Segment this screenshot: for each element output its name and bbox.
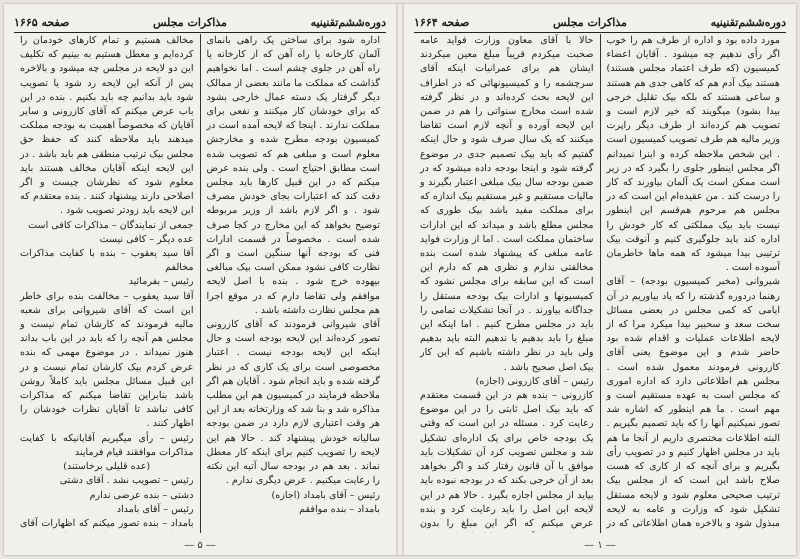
page-1664 (404, 4, 796, 555)
text-column-right (601, 34, 787, 533)
column-divider (600, 34, 601, 533)
paragraph: مخالف هستیم و تمام کارهای خودمان را کرده‌ایم و معطل هستیم به بینیم که تکلیف این دو لایحه در مجلس چه میشود و بالاخره پس از آنکه این لایحه رد شود یا تصویب شود باید بدانیم چه باید بکنیم . بنده در این باب عرض میکنم که آقای کازرونی و سایر آقایان که مخصوصاً اهمیت به بودجه مملکت میدهند باید ملاحظه کنند که حفظ حق مجلس بیک ترتیب منطقی هم باید باشد . در این لایحه اینکه آقایان مخالف هستند باید معلوم شود که نظرشان چیست و اگر اصلاحی دارند پیشنهاد کنند . بنده معتقدم که این لایحه باید زودتر تصویب شود . (20, 35, 194, 217)
text-column-left (14, 34, 200, 533)
page-number: صفحه ۱۶۶۵ (14, 15, 70, 29)
page-number: صفحه ۱۶۶۴ (414, 15, 470, 29)
paragraph: رئیس – تصویب نشد . آقای دشتی (59, 475, 194, 487)
paragraph: مورد داده بود و اداره از طرف هم را خوب اگر رأی ندهیم چه میشود . آقایان اعضاء کمیسیون (که طرف اعتماد مجلس هستند) هستند بیک آدم هم که کاهی جدی هم هستند و ساعی هستند که بلکه بیک تقلیل خرجی بیدا بشود) میگویند که خیر لازم است و تصویب هم کرده‌اند از طرف دیگر راپرت وزیر مالیه هم طرف تصویب کمیسیون است . این شخص ملاحظه کرده و اینرا نمیدانم اگر مجلس اینطور جلوی را بگیرد که در زیر است ممکن است یک آلمان بیاورند که کار را درست کند . من عقیده‌ام این است که در مجلس هم مرحوم هم‌قسم این اینطور نیست باید بیک مملکتی که کار خودش را اداره کند باید جلوگیری کنیم و آنوقت بیک ترتیبی بیدا میشود که همه ماها خاطرمان آسوده است . (606, 35, 780, 274)
paragraph: دشتی – بنده عرضی ندارم (89, 489, 194, 501)
paragraph: آقا سید یعقوب – مخالفت بنده برای خاطر این است که آقای شیروانی برای شعبه مالیه فرمودند که کارشان تمام نیست و مجلس هم آنچه را که باید در این باب بداند هنوز نمیداند . در موضوع مهمی که بنده عرض کردم بیک کارشان تمام نیست و در این قبیل مسائل مجلس باید کاملاً روشن باشد بنابراین تقاضا میکنم که مذاکرات کافی نباشد تا آقایان نظرات خودشان را اظهار کنند . (20, 290, 194, 430)
book-spread (4, 4, 796, 555)
text-columns (414, 34, 786, 533)
paragraph: بامداد – بنده تصور میکنم که اظهارات آقای (20, 517, 194, 529)
session-label: دوره‌ششم‌تقنینیه (310, 15, 386, 29)
paragraph: آقا سید یعقوب – بنده با کفایت مذاکرات مخالفم (20, 248, 194, 274)
journal-title: مذاکرات مجلس (153, 15, 227, 29)
journal-title: مذاکرات مجلس (553, 15, 627, 29)
page-header (414, 14, 786, 33)
page-header (14, 14, 386, 33)
paragraph: (عده قلیلی برخاستند) (63, 461, 151, 473)
paragraph: رئیس – آقای بامداد (116, 503, 194, 515)
session-label: دوره‌ششم‌تقنینیه (710, 15, 786, 29)
page-1665 (4, 4, 396, 555)
book-gutter (396, 4, 404, 555)
page-footer: — ۱ — (584, 540, 616, 551)
paragraph: شیروانی (مخبر کمیسیون بودجه) – آقای رهنما دردوره گذشته را که یاد بیاوریم در آن ایامی که کمی مجلس در بعضی مسائل سخت سعد و سحبیر بیدا میکرد مرا که از لایحه اطلاعات عملیات و اقدام شده بود حاضر شدم و این موضوع یعنی آقای کازرونی فرمودند معمول شده است . مجلس هم اطلاعاتی دارد که اداره اموری که مجلس است به عهده مستقیم است و مهم است . ما هم اینطور که اشاره شد تصور نمیکنیم آنها را که باید تصمیم بگیریم . البته اطلاعات مختصری داریم از آنجا ما هم باید در مجلس اظهار کنیم و در تصویب رأی بگیریم و برای آنچه که از کاری که هست صلاح باشد این است که از مجلس بیک ترتیب صحیحی معلوم شود و لایحه مستقل تشکیل شود که وزارت و عامه به لایحه مبذول شود و بالاخره همان اطلاعاتی که در (606, 276, 780, 529)
text-columns (14, 34, 386, 533)
paragraph: جمعی از نمایندگان – مذاکرات کافی است (28, 219, 194, 231)
paragraph: بامداد – بنده موافقم (299, 503, 380, 515)
column-divider (200, 34, 201, 533)
paragraph: رئیس – آقای کازرونی (اجازه) (475, 375, 594, 387)
page-footer: — ۵ — (184, 540, 216, 551)
text-column-left (414, 34, 600, 533)
paragraph: کازرونی – بنده هم در این قسمت معتقدم که باید بیک اصل ثابتی را در این موضوع رعایت کرد . مسئله در این است که وقتی یک بودجه خاص برای یک اداره‌ای تشکیل شد و مجلس تصویب کرد آن تشکیلات باید موافق با آن قانون رفتار کند و اگر بخواهد بعد از آن خرجی بکند که در بودجه نبوده باید بیاید از مجلس اجازه بگیرد . حالا هم در این لایحه این اصل را باید رعایت کرد و بنده عرض میکنم که اگر این مبلغ را بدون (420, 390, 594, 529)
paragraph: حالا با آقای معاون وزارت فواید عامه صحبت میکردم قریباً مبلغ معین میکردند ایشان هم برای عمرانیات اینکه آقای سرچشمه را و کمیسیونهائی که در اطراف این لایحه بحث کرده‌اند و در نظر گرفته شده است مخارج سنواتی را هم در ضمن این لایحه آورده و آنچه لازم است تقاضا میکنند که یک سال صرف شود و حال اینکه گفتیم که باید بیک تصمیم جدی در موضوع گرفته شود و اینجا بودجه داده میشود که در ضمن بودجه سال بیک مبلغی اعتبار بگیرند و مالیات مستقیم و غیر مستقیم بیک اندازه که برای مملکت مفید باشد بیک طوری که مجلس مطلع باشد و میداند که این ادارات ساختمان مملکت است . اما از وزارت فواید عامه مبلغی که پیشنهاد شده است بنده مخالفتی ندارم و نظری هم که دارم این است که این سابقه برای مجلس نشود که کمیسیونها و ادارات بیک بودجه مستقل را جداگانه بیاورند . در آنجا تشکیلات تمامی را باید در مجلس مطرح کنیم . اما اینکه این مبلغ را باید بدهیم یا ندهیم البته باید بدهیم ولی باید در نظر داشته باشیم که این کار بیک اصل صحیح باشد . (420, 35, 594, 373)
paragraph: اداره شود برای ساختن یک راهی بانمای آلمان کارخانه یا راه آهن که از کارخانه یا راه آهن در جلوی چشم است . اما نخواهیم گذاشت که مملکت ما مانند بعضی از ممالک دیگر گرفتار یک دسته عمال خارجی بشود که برای خودشان کار میکنند و نفعی برای مملکت ندارند . اینجا که لایحه آمده است در کمیسیون بودجه مطرح شده و مخارجش معلوم است و مبلغی هم که تصویب شده است مطابق احتیاج است . ولی بنده عرض میکنم که در این قبیل کارها باید مجلس دقت کند که اعتبارات بجای خودش مصرف شود . و اگر لازم باشد از وزیر مربوطه توضیح بخواهد که این مخارج در کجا صرف شده است . مخصوصاً در قسمت ادارات فنی که بودجه آنها سنگین است و اگر نظارت کافی نشود ممکن است بیک مبالغی بیهوده خرج شود . بنده با اصل لایحه موافقم ولی تقاضا دارم که در موقع اجرا هم مجلس نظارت داشته باشد . (206, 35, 380, 316)
text-column-right (201, 34, 387, 533)
paragraph: رئیس – بفرمائید (128, 276, 194, 288)
paragraph: رئیس – رأی میگیریم آقایانیکه با کفایت مذاکرات موافقند قیام فرمایند (20, 432, 194, 458)
paragraph: آقای شیروانی فرمودند که آقای کازرونی تصور کرده‌اند این لایحه بودجه است و حال اینکه این لایحه بودجه نیست . اعتبار مخصوصی است برای یک کاری که در نظر گرفته شده و باید انجام شود . آقایان هم اگر ملاحظه فرمایند در کمیسیون هم این مطلب مذاکره شد و بنا شد که وزارتخانه بعد از این هر وقت اعتباری لازم دارد در ضمن بودجه سالیانه خودش پیشنهاد کند . حالا هم این لایحه را تصویب کنیم برای اینکه کار معطل نماند . بعد هم در بودجه سال آتیه این نکته را رعایت میکنیم . عرض دیگری ندارم . (206, 319, 380, 487)
paragraph: رئیس – آقای بامداد (اجازه) (271, 489, 380, 501)
paragraph: عده دیگر – کافی نیست (99, 233, 194, 245)
